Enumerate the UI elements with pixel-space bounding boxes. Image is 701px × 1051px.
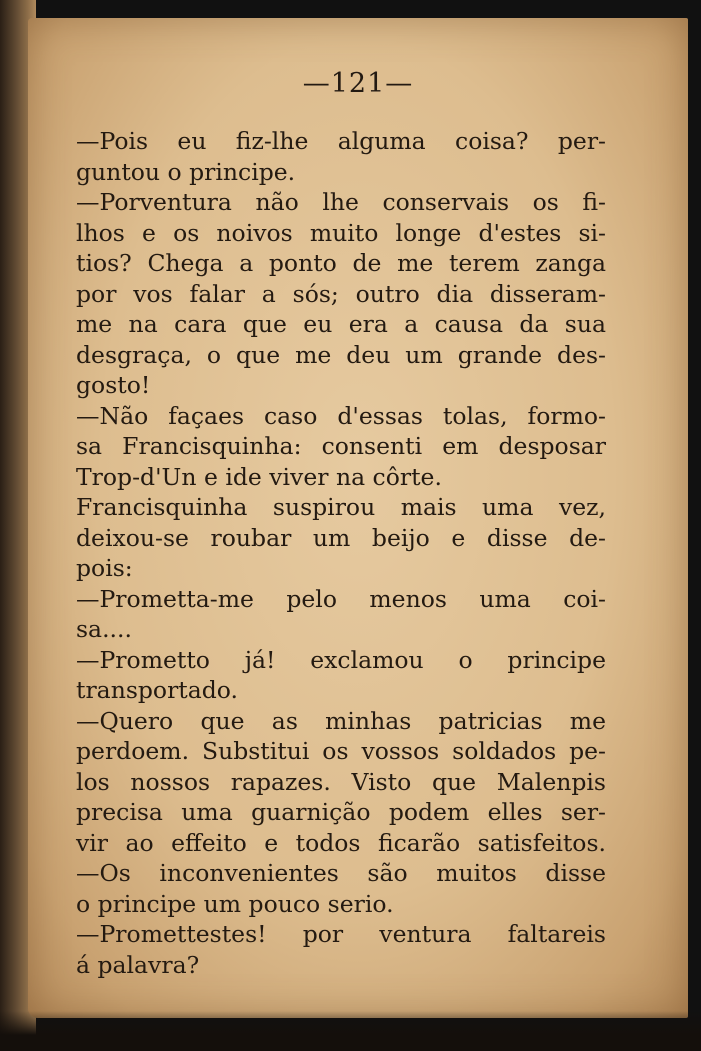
text-line: gosto! [76, 371, 151, 399]
page-number: —121— [302, 68, 414, 99]
text-line: guntou o principe. [76, 157, 296, 186]
body-text [76, 126, 606, 980]
text-line: deixou-se roubar um beijo e disse de- [76, 523, 606, 552]
text-line: o principe um pouco serio. [76, 889, 394, 918]
text-line: —Prometto já! exclamou o principe [76, 645, 606, 674]
text-line: Trop-d'Un e ide viver na côrte. [76, 462, 442, 491]
text-line: á palavra? [76, 950, 200, 979]
text-line: —Pois eu fiz-lhe alguma coisa? per- [76, 127, 606, 155]
text-line: precisa uma guarnição podem elles ser- [76, 798, 606, 826]
text-line: tios? Chega a ponto de me terem zanga [76, 249, 606, 277]
text-line: —Não façaes caso d'essas tolas, formo- [76, 401, 606, 430]
text-line: Francisquinha suspirou mais uma vez, [76, 493, 606, 521]
text-line: —Promettestes! por ventura faltareis [76, 920, 606, 948]
text-line: desgraça, o que me deu um grande des- [76, 340, 606, 369]
page-bottom-shadow [0, 1011, 701, 1051]
text-line: —Prometta-me pelo menos uma coi- [76, 584, 606, 613]
text-line: —Os inconvenientes são muitos disse [76, 859, 606, 887]
text-line: vir ao effeito e todos ficarão satisfeitos. [76, 828, 606, 857]
text-line: por vos falar a sós; outro dia disseram- [76, 279, 606, 308]
text-line: sa Francisquinha: consenti em desposar [76, 432, 606, 460]
text-line: sa.... [76, 615, 132, 643]
text-line: pois: [76, 554, 133, 582]
page-sheet [28, 18, 688, 1018]
text-line: me na cara que eu era a causa da sua [76, 310, 606, 338]
text-line: —Porventura não lhe conservais os fi- [76, 188, 606, 216]
text-line: los nossos rapazes. Visto que Malenpis [76, 767, 606, 796]
text-line: lhos e os noivos muito longe d'estes si- [76, 218, 606, 247]
text-line: —Quero que as minhas patricias me [76, 706, 606, 735]
text-line: transportado. [76, 676, 239, 704]
text-line: perdoem. Substitui os vossos soldados pe- [76, 737, 606, 765]
